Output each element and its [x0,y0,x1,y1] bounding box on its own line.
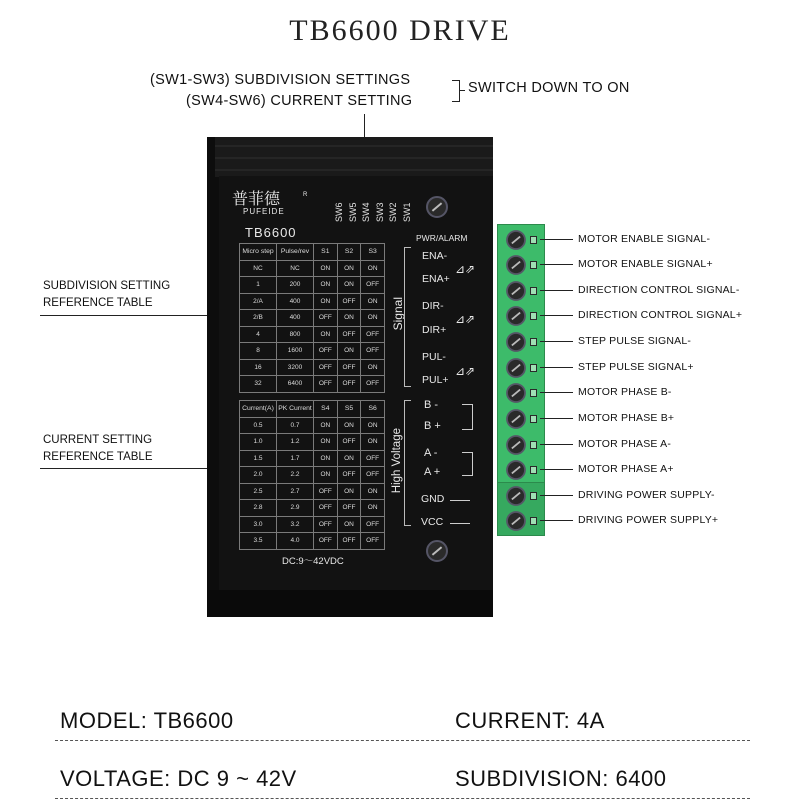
pin-b-plus: B + [424,420,441,432]
table-cell: 1.0 [240,434,277,451]
table-row [240,516,385,533]
spec-model: MODEL: TB6600 [60,708,234,733]
pin-label-vcc: DRIVING POWER SUPPLY+ [578,514,719,526]
table-header-cell: S2 [337,244,361,261]
pin-dir-plus: DIR+ [422,324,447,336]
pin-label-ena-plus: MOTOR ENABLE SIGNAL+ [578,258,713,270]
table-cell: 2.9 [277,500,314,517]
driver-base [207,590,493,617]
table-cell: 200 [277,277,314,294]
optocoupler-pul-icon: ⊿⇗ [455,364,476,378]
table-header-cell: Micro step [240,244,277,261]
micro-step-header [240,244,385,261]
table-cell: OFF [361,516,385,533]
table-header-cell: S4 [314,401,338,418]
pointer-line [540,444,573,445]
sw5-label: SW5 [347,202,358,222]
table-header-cell: PK Current [277,401,314,418]
brand-chinese: 普菲德 [232,189,281,208]
table-cell: 3.5 [240,533,277,550]
pin-label-dir-plus: DIRECTION CONTROL SIGNAL+ [578,309,743,321]
table-cell: 2.8 [240,500,277,517]
table-cell: ON [337,310,361,327]
high-voltage-label: High Voltage [391,428,403,494]
table-cell: 6400 [277,376,314,393]
table-cell: ON [314,277,338,294]
table-cell: OFF [337,533,361,550]
table-cell: OFF [314,500,338,517]
screw-bottom-icon [426,540,448,562]
table-cell: OFF [361,467,385,484]
table-row [240,467,385,484]
table-cell: NC [240,260,277,277]
dc-voltage-label: DC:9～42VDC [282,556,344,567]
current-table [239,400,385,550]
subdivision-table-label [43,278,170,312]
table-cell: ON [337,483,361,500]
table-cell: ON [361,310,385,327]
pointer-line [540,341,573,342]
pointer-line [540,239,573,240]
table-cell: OFF [314,483,338,500]
table-row [240,434,385,451]
table-cell: ON [314,293,338,310]
table-header-cell: S1 [314,244,338,261]
table-cell: 3.0 [240,516,277,533]
pin-a-minus: A - [424,447,438,459]
pointer-line [540,418,573,419]
table-cell: OFF [337,293,361,310]
table-cell: ON [361,500,385,517]
table-row [240,450,385,467]
driver-heatsink-top [215,137,493,177]
coil-b-icon [462,404,473,430]
pin-label-a-minus: MOTOR PHASE A- [578,438,672,450]
table-cell: ON [361,293,385,310]
subdivision-table-label-line2: REFERENCE TABLE [43,297,153,309]
table-cell: ON [361,359,385,376]
pointer-line [540,315,573,316]
table-row [240,310,385,327]
spec-divider-2 [55,798,750,799]
table-cell: ON [314,326,338,343]
pin-pul-plus: PUL+ [422,374,449,386]
sw1-label: SW1 [401,202,412,222]
pin-label-dir-minus: DIRECTION CONTROL SIGNAL- [578,284,740,296]
table-cell: OFF [314,310,338,327]
subdivision-settings-label: (SW1-SW3) SUBDIVISION SETTINGS [150,72,411,88]
table-cell: ON [337,417,361,434]
bracket-mid [459,90,465,91]
pointer-line [540,520,573,521]
brand-english: PUFEIDE [243,207,285,216]
table-cell: ON [314,467,338,484]
table-header-cell: S5 [337,401,361,418]
pointer-line [540,495,573,496]
table-cell: ON [337,260,361,277]
table-cell: 1.7 [277,450,314,467]
registered-mark: R [303,192,308,198]
table-cell: 4 [240,326,277,343]
table-cell: NC [277,260,314,277]
table-cell: ON [337,516,361,533]
pin-vcc: VCC [421,516,444,528]
table-cell: ON [314,450,338,467]
table-cell: 400 [277,310,314,327]
table-cell: OFF [337,359,361,376]
dip-switch-labels [334,192,412,222]
pin-gnd: GND [421,493,445,505]
spec-current: CURRENT: 4A [455,708,605,733]
current-table-label-line1: CURRENT SETTING [43,434,153,446]
table-cell: ON [314,260,338,277]
table-cell: 1.5 [240,450,277,467]
table-header-cell: S6 [361,401,385,418]
signal-label: Signal [391,297,405,331]
pin-label-pul-minus: STEP PULSE SIGNAL- [578,335,692,347]
table-cell: ON [337,277,361,294]
table-cell: OFF [361,343,385,360]
table-cell: OFF [314,516,338,533]
table-cell: OFF [314,376,338,393]
current-header [240,401,385,418]
table-cell: ON [337,343,361,360]
table-cell: OFF [337,376,361,393]
pin-label-b-plus: MOTOR PHASE B+ [578,412,675,424]
pin-dir-minus: DIR- [422,300,444,312]
table-row [240,326,385,343]
table-cell: ON [361,417,385,434]
table-row [240,343,385,360]
screw-top-icon [426,196,448,218]
table-cell: 1600 [277,343,314,360]
pointer-line [540,290,573,291]
table-cell: OFF [314,533,338,550]
table-cell: 2.0 [240,467,277,484]
sw2-label: SW2 [388,202,399,222]
signal-bracket [404,247,411,387]
switch-down-note: SWITCH DOWN TO ON [468,80,630,96]
pin-pul-minus: PUL- [422,351,446,363]
table-cell: 0.5 [240,417,277,434]
pin-label-b-minus: MOTOR PHASE B- [578,386,672,398]
table-row [240,376,385,393]
subdivision-table-label-line1: SUBDIVISION SETTING [43,280,171,292]
table-cell: 0.7 [277,417,314,434]
table-row [240,293,385,310]
pin-label-pul-plus: STEP PULSE SIGNAL+ [578,361,694,373]
table-cell: OFF [361,326,385,343]
table-header-cell: Pulse/rev [277,244,314,261]
spec-divider-1 [55,740,750,741]
table-cell: OFF [361,533,385,550]
table-cell: 2.2 [277,467,314,484]
spec-subdivision: SUBDIVISION: 6400 [455,766,667,791]
pin-b-minus: B - [424,399,439,411]
vcc-trace [450,523,470,524]
table-cell: 800 [277,326,314,343]
table-header-cell: Current(A) [240,401,277,418]
table-cell: OFF [337,467,361,484]
high-voltage-bracket [404,400,411,526]
current-table-label [43,432,153,466]
pin-a-plus: A + [424,466,441,478]
table-header-cell: S3 [361,244,385,261]
sw3-label: SW3 [374,202,385,222]
current-setting-label: (SW4-SW6) CURRENT SETTING [186,93,413,109]
bracket-vertical [459,80,460,102]
pin-ena-plus: ENA+ [422,273,450,285]
table-row [240,359,385,376]
table-cell: OFF [337,500,361,517]
page-title: TB6600 DRIVE [289,14,511,47]
table-cell: 2.5 [240,483,277,500]
sw4-label: SW4 [361,202,372,222]
table-cell: 1 [240,277,277,294]
gnd-trace [450,500,470,501]
table-cell: 400 [277,293,314,310]
pointer-line [540,264,573,265]
table-cell: OFF [361,376,385,393]
table-cell: ON [361,483,385,500]
table-cell: OFF [337,326,361,343]
pwr-alarm-label: PWR/ALARM [416,233,468,243]
table-cell: 2.7 [277,483,314,500]
table-cell: 32 [240,376,277,393]
table-cell: OFF [361,277,385,294]
device-model: TB6600 [245,225,297,240]
sw6-label: SW6 [334,202,344,222]
pin-label-gnd: DRIVING POWER SUPPLY- [578,489,715,501]
table-row [240,533,385,550]
table-cell: OFF [337,434,361,451]
coil-a-icon [462,452,473,476]
table-cell: 2/A [240,293,277,310]
current-table-label-line2: REFERENCE TABLE [43,451,153,463]
optocoupler-ena-icon: ⊿⇗ [455,262,476,276]
table-cell: ON [314,434,338,451]
table-row [240,277,385,294]
pin-ena-minus: ENA- [422,250,448,262]
spec-voltage: VOLTAGE: DC 9 ~ 42V [60,766,297,791]
table-cell: 3.2 [277,516,314,533]
pin-label-a-plus: MOTOR PHASE A+ [578,463,674,475]
micro-step-table [239,243,385,393]
table-cell: 4.0 [277,533,314,550]
table-cell: ON [361,260,385,277]
table-cell: ON [337,450,361,467]
table-row [240,500,385,517]
table-row [240,417,385,434]
optocoupler-dir-icon: ⊿⇗ [455,312,476,326]
table-cell: 1.2 [277,434,314,451]
table-cell: ON [361,434,385,451]
table-cell: 16 [240,359,277,376]
table-cell: OFF [314,359,338,376]
table-cell: 8 [240,343,277,360]
table-cell: OFF [361,450,385,467]
pin-label-ena-minus: MOTOR ENABLE SIGNAL- [578,233,711,245]
table-row [240,483,385,500]
table-cell: OFF [314,343,338,360]
pointer-line [540,469,573,470]
table-cell: ON [314,417,338,434]
table-cell: 2/B [240,310,277,327]
pointer-line [540,367,573,368]
table-row [240,260,385,277]
table-cell: 3200 [277,359,314,376]
pointer-line [540,392,573,393]
